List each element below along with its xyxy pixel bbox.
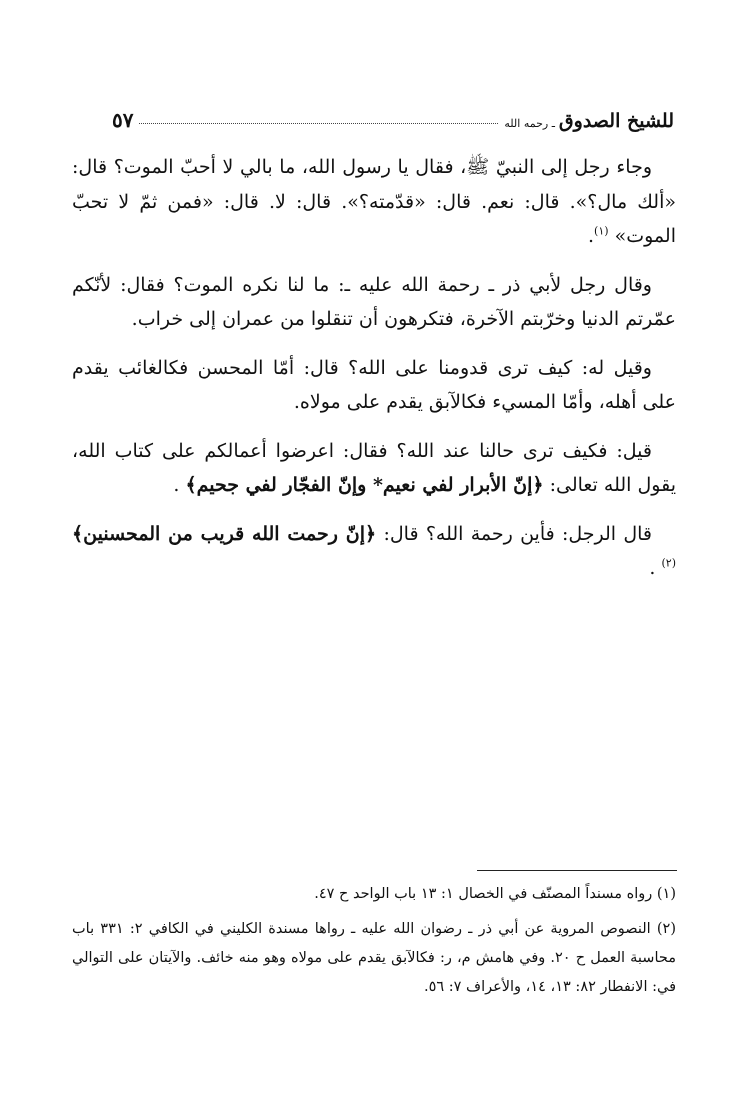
paragraph-text: وجاء رجل إلى النبيّ ﷺ، فقال يا رسول الله، ما بالي لا أحبّ الموت؟ قال: «ألك مال؟». قال: نعم. قال: «قدّمته؟». قال: لا. قال: «فمن ثمّ لا تحبّ الموت» bbox=[72, 156, 676, 247]
footnotes bbox=[72, 880, 676, 1008]
header-dotted-leader bbox=[139, 123, 498, 124]
footnote-separator bbox=[477, 870, 677, 871]
main-text bbox=[72, 150, 676, 600]
paragraph-text: وقيل له: كيف ترى قدومنا على الله؟ قال: أمّا المحسن فكالغائب يقدم على أهله، وأمّا المسيء فكالآبق يقدم على مولاه. bbox=[72, 356, 676, 413]
footnote-1: (١) رواه مسنداً المصنّف في الخصال ١: ١٣ باب الواحد ح ٤٧. bbox=[314, 886, 676, 902]
quran-verse: ﴿إنّ رحمت الله قريب من المحسنين﴾ bbox=[72, 522, 377, 545]
paragraph-1: وجاء رجل إلى النبيّ ﷺ، فقال يا رسول الله، ما بالي لا أحبّ الموت؟ قال: «ألك مال؟». قال: نعم. قال: «قدّمته؟». قال: لا. قال: «فمن ثمّ لا تحبّ الموت» $^{(١)}$. bbox=[72, 156, 676, 247]
paragraph-text: قال الرجل: فأين رحمة الله؟ قال: bbox=[383, 522, 653, 545]
paragraph-end: . bbox=[649, 557, 656, 579]
footnote-reference: (٢) bbox=[661, 556, 676, 570]
paragraph-text: وقال رجل لأبي ذر ـ رحمة الله عليه ـ: ما لنا نكره الموت؟ فقال: لأنّكم عمّرتم الدنيا وخرّبتم الآخرة، فتكرهون أن تنقلوا من عمران إلى خراب. bbox=[72, 273, 676, 330]
paragraph-3 bbox=[72, 351, 676, 420]
footnote-2: (٢) النصوص المروية عن أبي ذر ـ رضوان الله عليه ـ رواها مسندة الكليني في الكافي ٢: ٣٣١ باب محاسبة العمل ح ٢٠. وفي هامش م، ر: فكالآبق يقدم على مولاه وهو منه خائف. والآيتان على التوالي في: الانفطار ٨٢: ١٣، ١٤، والأعراف ٧: ٥٦. bbox=[72, 921, 676, 995]
paragraph-4 bbox=[72, 434, 676, 503]
paragraph-2 bbox=[72, 268, 676, 337]
running-title: للشيخ الصدوق bbox=[558, 110, 674, 132]
paragraph-5 bbox=[72, 517, 676, 586]
footnote-reference: (١) bbox=[594, 224, 609, 238]
page-number: ٥٧ bbox=[112, 108, 134, 132]
paragraph-text: قيل: فكيف ترى حالنا عند الله؟ فقال: اعرضوا أعمالكم على كتاب الله، يقول الله تعالى: bbox=[72, 439, 676, 496]
paragraph-end: . bbox=[173, 474, 180, 496]
page-header bbox=[112, 98, 674, 132]
running-title-honorific: ـ رحمه الله bbox=[504, 117, 555, 130]
quran-verse: ﴿إنّ الأبرار لفي نعيم* وإنّ الفجّار لفي جحيم﴾ bbox=[185, 474, 544, 496]
